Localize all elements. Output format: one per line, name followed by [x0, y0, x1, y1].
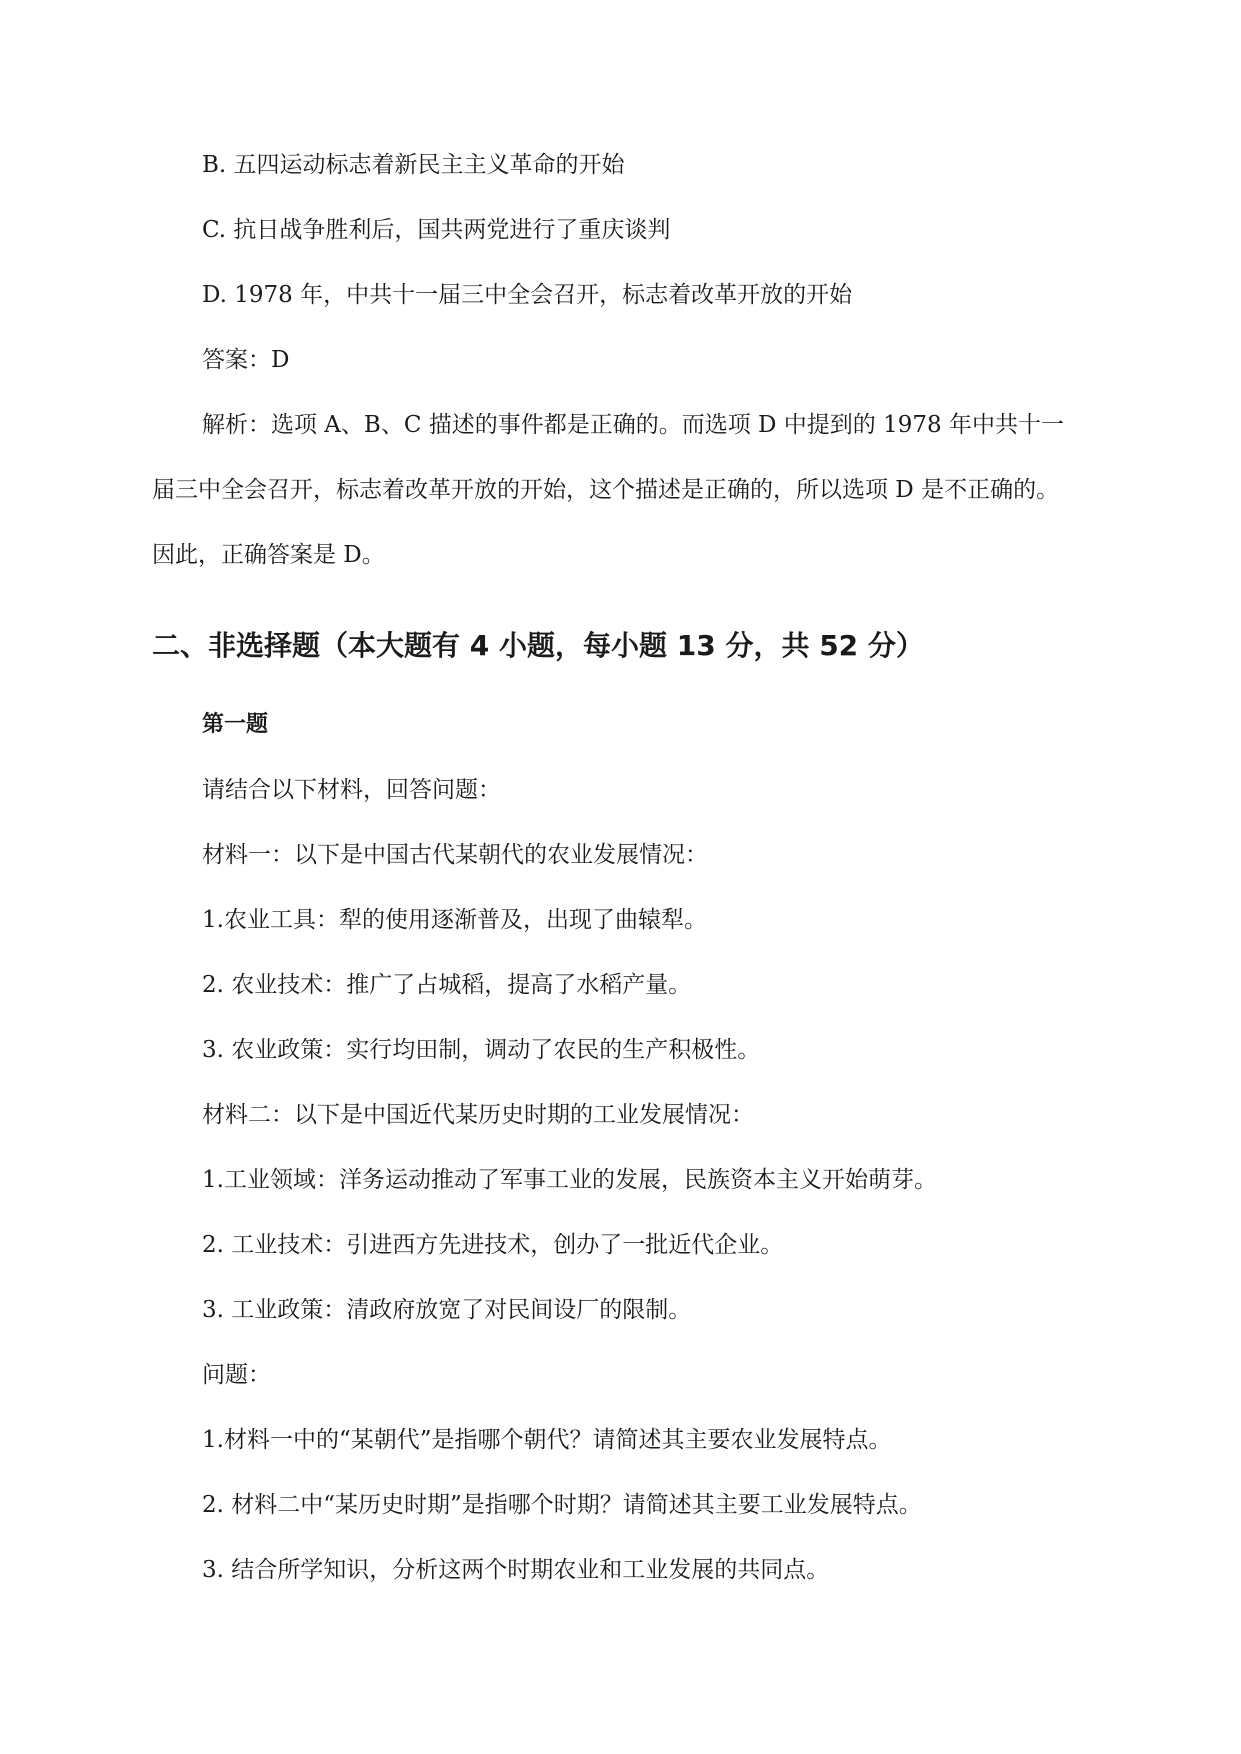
- analysis-line-3: 因此，正确答案是 D。: [152, 542, 385, 568]
- option-c: C. 抗日战争胜利后，国共两党进行了重庆谈判: [202, 217, 671, 243]
- analysis-line-1: 解析：选项 A、B、C 描述的事件都是正确的。而选项 D 中提到的 1978 年中共十一: [202, 412, 1064, 438]
- material1-item: 1.农业工具：犁的使用逐渐普及，出现了曲辕犁。: [202, 907, 707, 933]
- question-item: 2. 材料二中“某历史时期”是指哪个时期？请简述其主要工业发展特点。: [202, 1492, 922, 1518]
- material2-item: 3. 工业政策：清政府放宽了对民间设厂的限制。: [202, 1297, 692, 1323]
- question-title: 第一题: [202, 712, 269, 737]
- material2-intro: 材料二：以下是中国近代某历史时期的工业发展情况：: [202, 1102, 754, 1128]
- material2-item: 2. 工业技术：引进西方先进技术，创办了一批近代企业。: [202, 1232, 784, 1258]
- question-item: 1.材料一中的“某朝代”是指哪个朝代？请简述其主要农业发展特点。: [202, 1427, 892, 1453]
- analysis-line-2: 届三中全会召开，标志着改革开放的开始，这个描述是正确的，所以选项 D 是不正确的。: [152, 477, 1060, 503]
- option-b: B. 五四运动标志着新民主主义革命的开始: [202, 152, 625, 178]
- material2-item: 1.工业领域：洋务运动推动了军事工业的发展，民族资本主义开始萌芽。: [202, 1167, 937, 1193]
- material1-item: 3. 农业政策：实行均田制，调动了农民的生产积极性。: [202, 1037, 761, 1063]
- answer-line: 答案：D: [202, 347, 290, 373]
- material1-item: 2. 农业技术：推广了占城稻，提高了水稻产量。: [202, 972, 692, 998]
- question-prompt: 请结合以下材料，回答问题：: [202, 777, 501, 803]
- questions-label: 问题：: [202, 1362, 271, 1388]
- material1-intro: 材料一：以下是中国古代某朝代的农业发展情况：: [202, 842, 708, 868]
- option-d: D. 1978 年，中共十一届三中全会召开，标志着改革开放的开始: [202, 282, 853, 308]
- section-heading: 二、非选择题（本大题有 4 小题，每小题 13 分，共 52 分）: [152, 629, 924, 662]
- question-item: 3. 结合所学知识，分析这两个时期农业和工业发展的共同点。: [202, 1557, 830, 1583]
